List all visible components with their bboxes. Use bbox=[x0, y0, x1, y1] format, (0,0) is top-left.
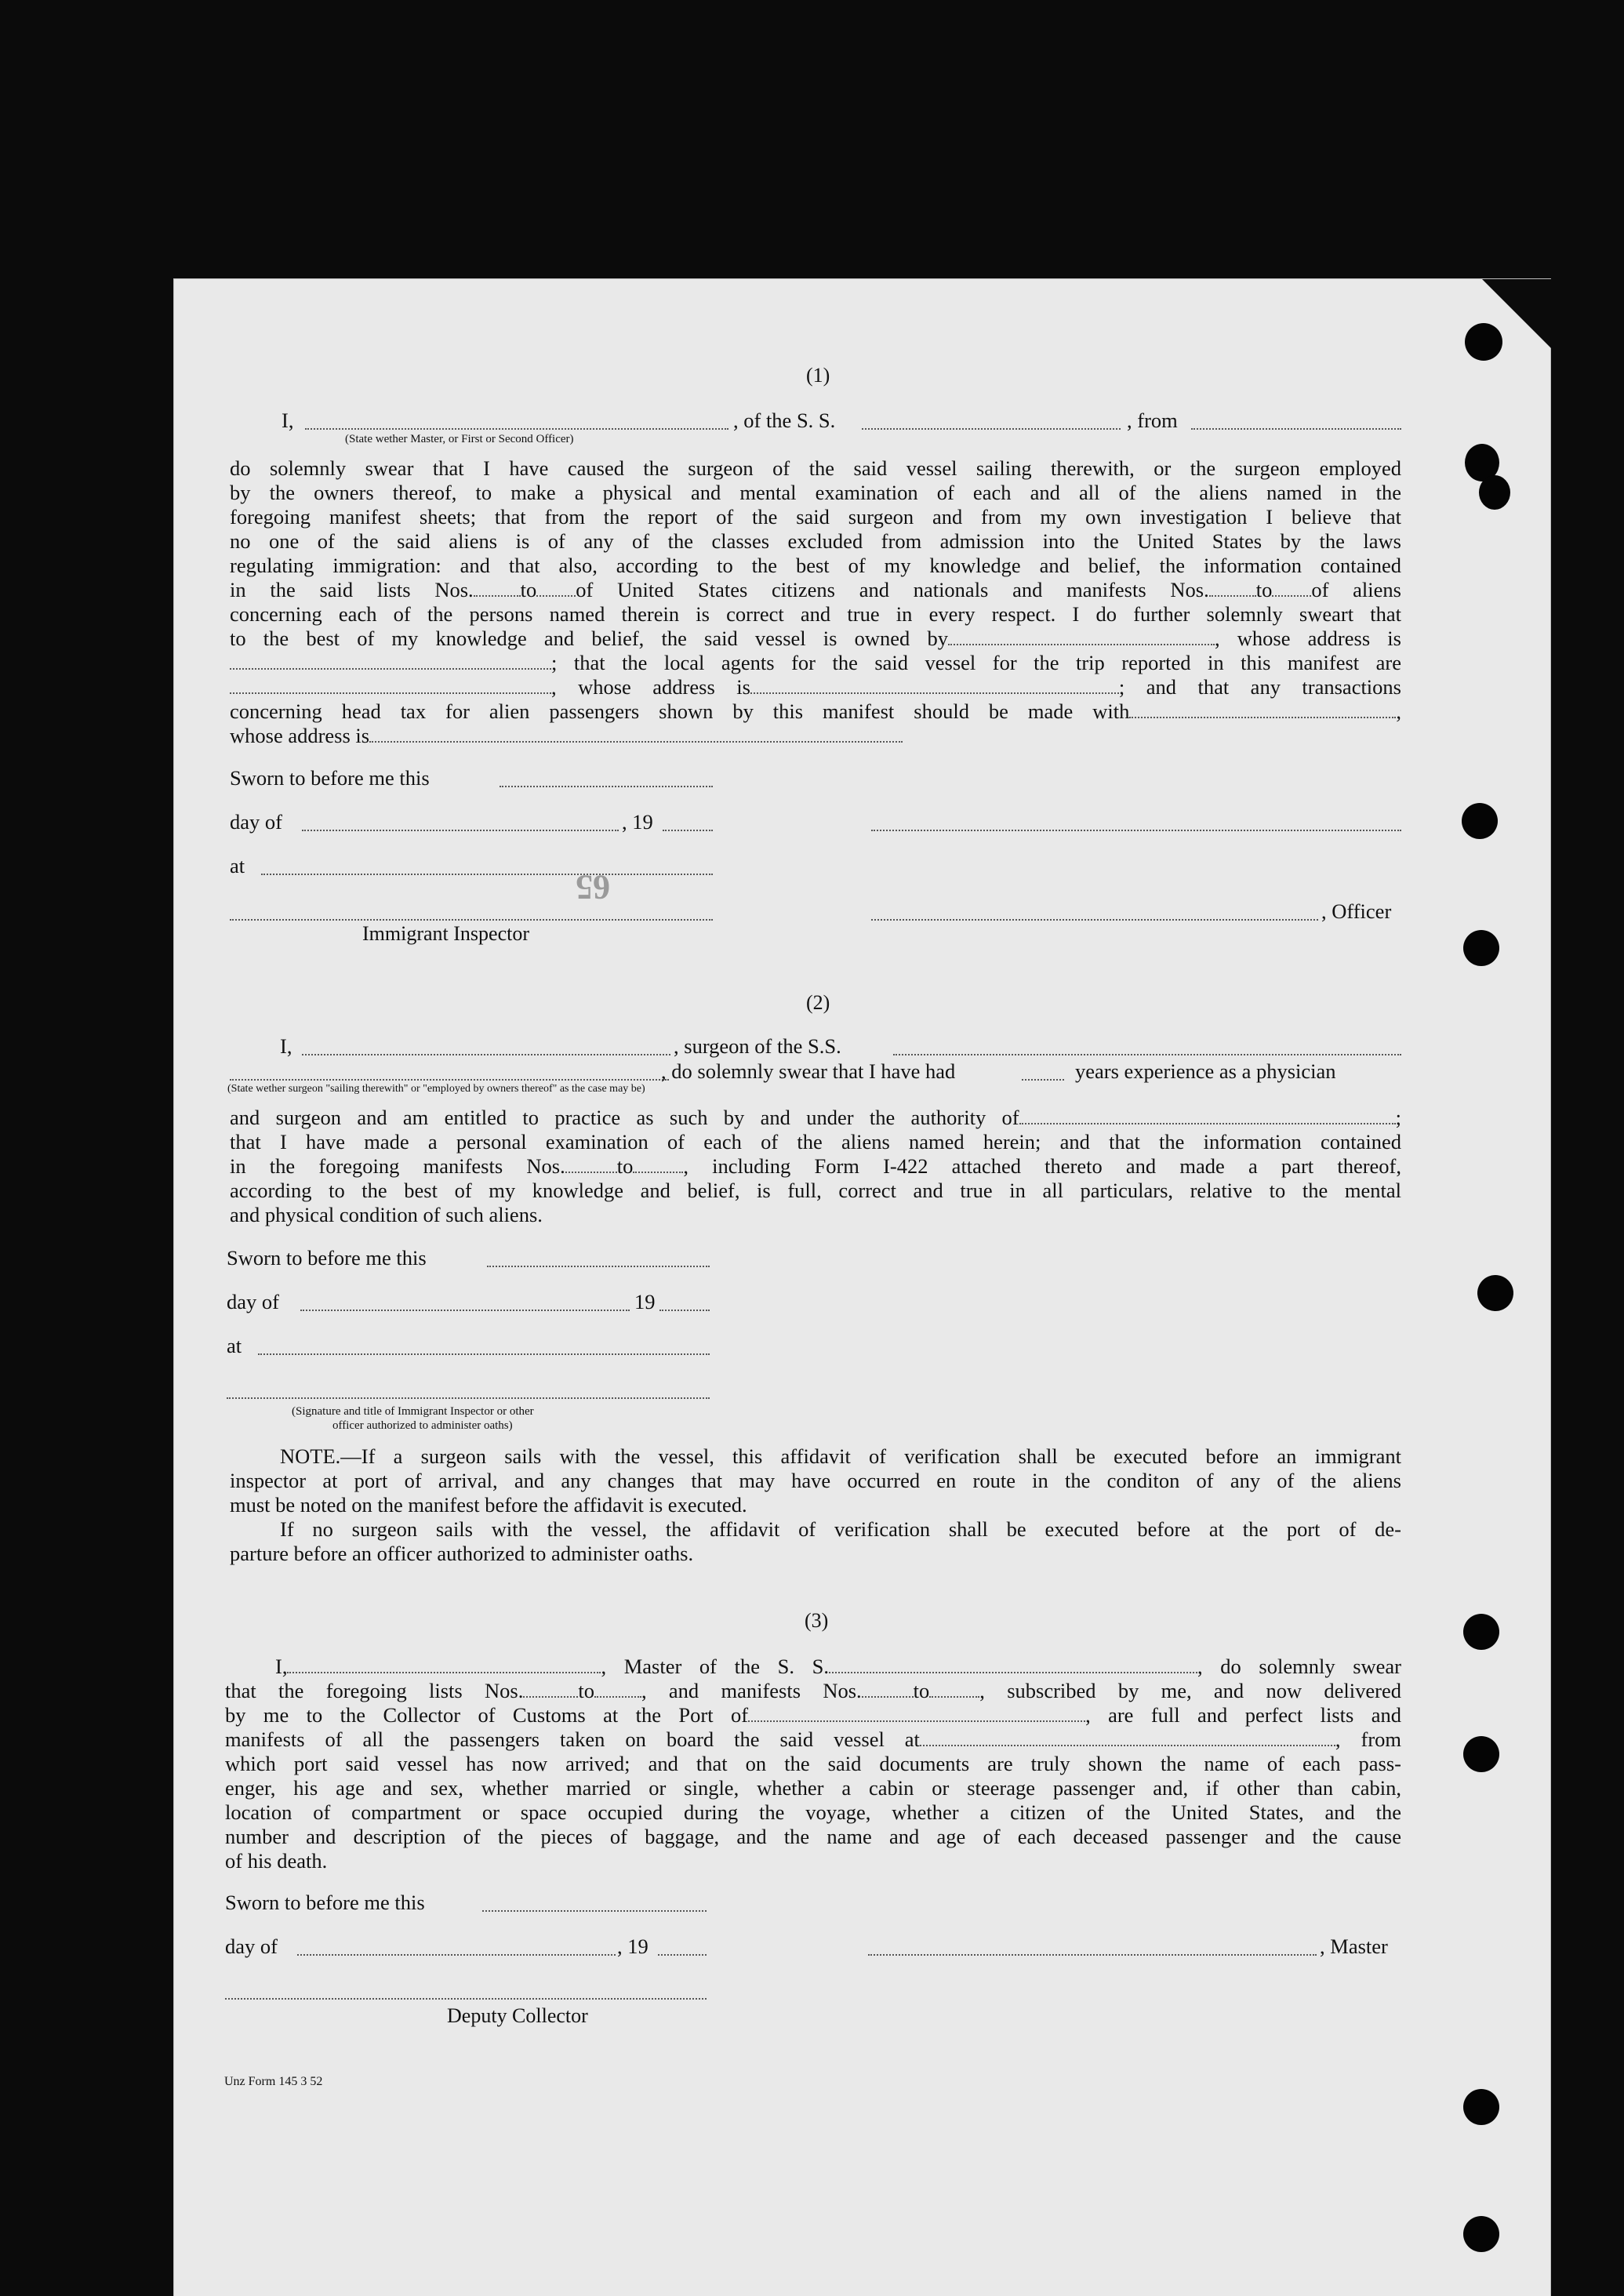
s3-oath-paragraph: I, , Master of the S. S. , do solemnly swear that the foregoing lists Nos. to , and manifests Nos. to , subscribed by me, and now delivered by me to the Collector of Customs at the Port of , are full and perfect lists and manifests of all the passengers taken on board the said vessel at , from which port said vessel has now arrived; and that on the said documents are truly shown the name of each pass- enger, his age and sex, whether married or single, whether a cabin or steerage passenger and, if other than cabin, location of compartment or space occupied during the voyage, whether a citizen of the United States, and the number and description of the pieces of baggage, and the name and age of each deceased passenger and the cause of his death. bbox=[225, 1655, 1402, 1873]
s3-list-to-field[interactable] bbox=[594, 1684, 641, 1698]
punch-hole bbox=[1463, 2216, 1499, 2252]
s1-intro-line: I, , of the S. S. , from bbox=[230, 408, 1401, 436]
s3-master-name-field[interactable] bbox=[287, 1659, 601, 1673]
section-1-number: (1) bbox=[806, 364, 830, 387]
s3-boarding-port-field[interactable] bbox=[920, 1732, 1335, 1746]
s2-place-field[interactable] bbox=[258, 1353, 710, 1355]
s3-list-from-field[interactable] bbox=[523, 1684, 578, 1698]
s2-manifest-to-field[interactable] bbox=[633, 1159, 683, 1173]
port-from-field[interactable] bbox=[1191, 428, 1401, 430]
citizen-list-from-field[interactable] bbox=[474, 583, 521, 597]
form-number: Unz Form 145 3 52 bbox=[224, 2075, 323, 2088]
s3-collector-signature-field[interactable] bbox=[225, 1998, 707, 2000]
s1-inspector-signature-field[interactable] bbox=[230, 919, 713, 921]
s2-surgeon-status-field[interactable] bbox=[230, 1079, 669, 1081]
head-tax-address-field[interactable] bbox=[369, 728, 903, 743]
s2-years-experience-field[interactable] bbox=[1022, 1079, 1064, 1081]
s3-manifest-to-field[interactable] bbox=[929, 1684, 979, 1698]
s2-authority-field[interactable] bbox=[1019, 1110, 1396, 1124]
s1-inspector-caption: Immigrant Inspector bbox=[362, 922, 529, 945]
s3-manifest-from-field[interactable] bbox=[862, 1684, 914, 1698]
s2-sworn-date-field[interactable] bbox=[487, 1266, 710, 1267]
s2-surgeon-note: (State wether surgeon "sailing therewith" or "employed by owners thereof" as the case may be) bbox=[227, 1083, 645, 1095]
s2-day-month-field[interactable] bbox=[300, 1310, 630, 1311]
s2-manifest-from-field[interactable] bbox=[565, 1159, 617, 1173]
s2-signature-field[interactable] bbox=[227, 1397, 710, 1399]
s3-vessel-field[interactable] bbox=[829, 1659, 1197, 1673]
s2-year-field[interactable] bbox=[659, 1310, 710, 1311]
vessel-name-field[interactable] bbox=[862, 428, 1121, 430]
s3-master-signature-field[interactable] bbox=[868, 1954, 1317, 1956]
head-tax-contact-field[interactable] bbox=[1129, 704, 1396, 718]
s3-collector-caption: Deputy Collector bbox=[447, 2004, 588, 2027]
alien-manifest-to-field[interactable] bbox=[1272, 583, 1311, 597]
s1-sworn-date-field[interactable] bbox=[500, 786, 713, 787]
s2-signature-note-1: (Signature and title of Immigrant Inspector or other bbox=[292, 1405, 534, 1418]
punch-hole bbox=[1465, 323, 1502, 361]
owner-address-field[interactable] bbox=[230, 656, 551, 670]
local-agents-field[interactable] bbox=[230, 680, 551, 694]
s1-officer-line[interactable] bbox=[871, 919, 1318, 921]
punch-hole bbox=[1477, 1275, 1513, 1311]
punch-hole bbox=[1463, 930, 1499, 966]
master-name-field[interactable] bbox=[305, 428, 728, 430]
s1-list-numbers-line: in the said lists Nos. to of United States citizens and nationals and manifests Nos. to of aliens bbox=[230, 578, 1401, 601]
s3-port-field[interactable] bbox=[748, 1708, 1085, 1722]
punch-hole bbox=[1463, 2089, 1499, 2125]
punch-hole bbox=[1479, 475, 1510, 510]
s2-vessel-field[interactable] bbox=[893, 1054, 1401, 1055]
s3-sworn-date-field[interactable] bbox=[482, 1910, 707, 1912]
s2-oath-paragraph: and surgeon and am entitled to practice as such by and under the authority of ; that I have made a personal examination of each of the aliens named herein; and that the information contained in the foregoing manifests Nos. to , including Form I-422 attached thereto and made a part thereof, according to the best of my knowledge and belief, is full, correct and true in all particulars, relative to the mental and physical condition of such aliens. bbox=[230, 1106, 1401, 1226]
s2-surgeon-name-field[interactable] bbox=[302, 1054, 670, 1055]
s1-officer-signature-field[interactable] bbox=[871, 830, 1401, 831]
s1-oath-paragraph: do solemnly swear that I have caused the surgeon of the said vessel sailing therewith, or the surgeon employed by the owners thereof, to make a physical and mental examination of each and all of the aliens named in the foregoing manifest sheets; that from the report of the said surgeon and from my own investigation I believe that no one of the said aliens is of any of the classes excluded from admission into the United States by the laws regulating immigration: and that also, according to the best of my knowledge and belief, the information contained in the said lists Nos. to of United States citizens and nationals and manifests Nos. to of aliens concerning each of the persons named therein is correct and true in every respect. I do further solemnly sweart that to the best of my knowledge and belief, the said vessel is owned by , whose address is ; that the local agents for the said vessel for the trip reported in this manifest are , whose address is ; and that any transactions concerning head tax for alien passengers shown by this manifest should be made with , whose address is bbox=[230, 456, 1401, 747]
s1-place-field[interactable] bbox=[261, 874, 713, 875]
punch-hole bbox=[1463, 1614, 1499, 1650]
punch-hole bbox=[1462, 803, 1498, 839]
section-2-number: (2) bbox=[806, 991, 830, 1014]
alien-manifest-from-field[interactable] bbox=[1209, 583, 1256, 597]
s1-officer-note: (State wether Master, or First or Second Officer) bbox=[345, 433, 574, 445]
s2-note-paragraph: NOTE.—If a surgeon sails with the vessel, this affidavit of verification shall be executed before an immigrant inspector at port of arrival, and any changes that may have occurred en route in the conditon of any of the aliens must be noted on the manifest before the affidavit is executed. If no surgeon sails with the vessel, the affidavit of verification shall be executed before at the port of de- parture before an officer authorized to administer oaths. bbox=[230, 1444, 1401, 1565]
s3-day-month-field[interactable] bbox=[297, 1954, 616, 1956]
punch-hole bbox=[1463, 1736, 1499, 1772]
s1-day-month-field[interactable] bbox=[302, 830, 619, 831]
agents-address-field[interactable] bbox=[750, 680, 1119, 694]
s3-year-field[interactable] bbox=[658, 1954, 707, 1956]
s2-signature-note-2: officer authorized to administer oaths) bbox=[332, 1419, 513, 1432]
citizen-list-to-field[interactable] bbox=[536, 583, 576, 597]
stamp-number: 65 bbox=[576, 868, 610, 906]
s1-year-field[interactable] bbox=[663, 830, 713, 831]
section-3-number: (3) bbox=[805, 1609, 829, 1632]
vessel-owner-field[interactable] bbox=[948, 631, 1215, 645]
